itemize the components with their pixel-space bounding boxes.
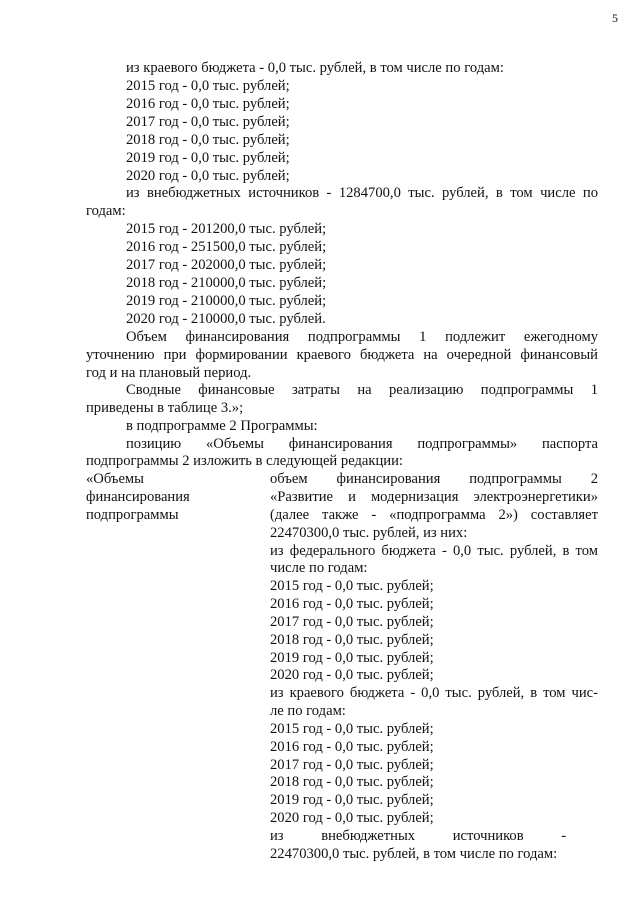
year-line: 2018 год - 210000,0 тыс. рублей; [126, 275, 327, 291]
table-right-total: 22470300,0 тыс. рублей, из них: [270, 525, 468, 541]
year-line: 2015 год - 0,0 тыс. рублей; [270, 578, 434, 594]
table-right-line: (далее также - «подпрограмма 2») составляет [270, 507, 598, 523]
table-left-label: финансирования [86, 489, 190, 505]
year-line: 2016 год - 0,0 тыс. рублей; [270, 739, 434, 755]
year-line: 2016 год - 0,0 тыс. рублей; [270, 596, 434, 612]
year-line: 2019 год - 0,0 тыс. рублей; [126, 150, 290, 166]
year-line: 2016 год - 0,0 тыс. рублей; [126, 96, 290, 112]
table-right-line: объем финансирования подпрограммы 2 [270, 471, 598, 487]
year-line: 2017 год - 0,0 тыс. рублей; [270, 614, 434, 630]
summary-paragraph-line2: приведены в таблице 3.»; [86, 400, 244, 416]
regional-budget-line: из краевого бюджета - 0,0 тыс. рублей, в том числе по годам: [126, 60, 504, 76]
volume-paragraph-line3: год и на плановый период. [86, 365, 252, 381]
position-paragraph-line2: подпрограммы 2 изложить в следующей редакции: [86, 453, 403, 469]
table-left-label: «Объемы [86, 471, 144, 487]
year-line: 2018 год - 0,0 тыс. рублей; [126, 132, 290, 148]
year-line: 2019 год - 0,0 тыс. рублей; [270, 650, 434, 666]
year-line: 2020 год - 0,0 тыс. рублей; [270, 667, 434, 683]
regional-budget-line-cont: ле по годам: [270, 703, 346, 719]
year-line: 2019 год - 0,0 тыс. рублей; [270, 792, 434, 808]
volume-paragraph-line2: уточнению при формировании краевого бюджета на очередной финансовый [86, 347, 598, 363]
subprogram2-line: в подпрограмме 2 Программы: [126, 418, 318, 434]
table-right-line: «Развитие и модернизация электроэнергетики» [270, 489, 598, 505]
year-line: 2015 год - 0,0 тыс. рублей; [270, 721, 434, 737]
year-line: 2017 год - 0,0 тыс. рублей; [126, 114, 290, 130]
page-number: 5 [612, 11, 618, 25]
year-line: 2017 год - 0,0 тыс. рублей; [270, 757, 434, 773]
year-line: 2016 год - 251500,0 тыс. рублей; [126, 239, 327, 255]
year-line: 2020 год - 0,0 тыс. рублей; [270, 810, 434, 826]
volume-paragraph-line1: Объем финансирования подпрограммы 1 подлежит ежегодному [126, 329, 598, 345]
year-line: 2017 год - 202000,0 тыс. рублей; [126, 257, 327, 273]
year-line: 2015 год - 0,0 тыс. рублей; [126, 78, 290, 94]
year-line: 2020 год - 210000,0 тыс. рублей. [126, 311, 326, 327]
year-line: 2020 год - 0,0 тыс. рублей; [126, 168, 290, 184]
year-line: 2018 год - 0,0 тыс. рублей; [270, 774, 434, 790]
position-paragraph-line1: позицию «Объемы финансирования подпрограммы» паспорта [126, 436, 598, 452]
regional-budget-line: из краевого бюджета - 0,0 тыс. рублей, в том чис- [270, 685, 598, 701]
table-left-label: подпрограммы [86, 507, 179, 523]
extrabudget-intro: из внебюджетных источников - 1284700,0 тыс. рублей, в том числе по [126, 185, 598, 201]
federal-budget-line-cont: числе по годам: [270, 560, 368, 576]
summary-paragraph-line1: Сводные финансовые затраты на реализацию подпрограммы 1 [126, 382, 598, 398]
year-line: 2018 год - 0,0 тыс. рублей; [270, 632, 434, 648]
year-line: 2015 год - 201200,0 тыс. рублей; [126, 221, 327, 237]
year-line: 2019 год - 210000,0 тыс. рублей; [126, 293, 327, 309]
extrabudget-line: из внебюджетных источников - [270, 828, 567, 844]
extrabudget-intro-cont: годам: [86, 203, 126, 219]
federal-budget-line: из федерального бюджета - 0,0 тыс. рублей, в том [270, 543, 598, 559]
extrabudget-line-cont: 22470300,0 тыс. рублей, в том числе по годам: [270, 846, 558, 862]
